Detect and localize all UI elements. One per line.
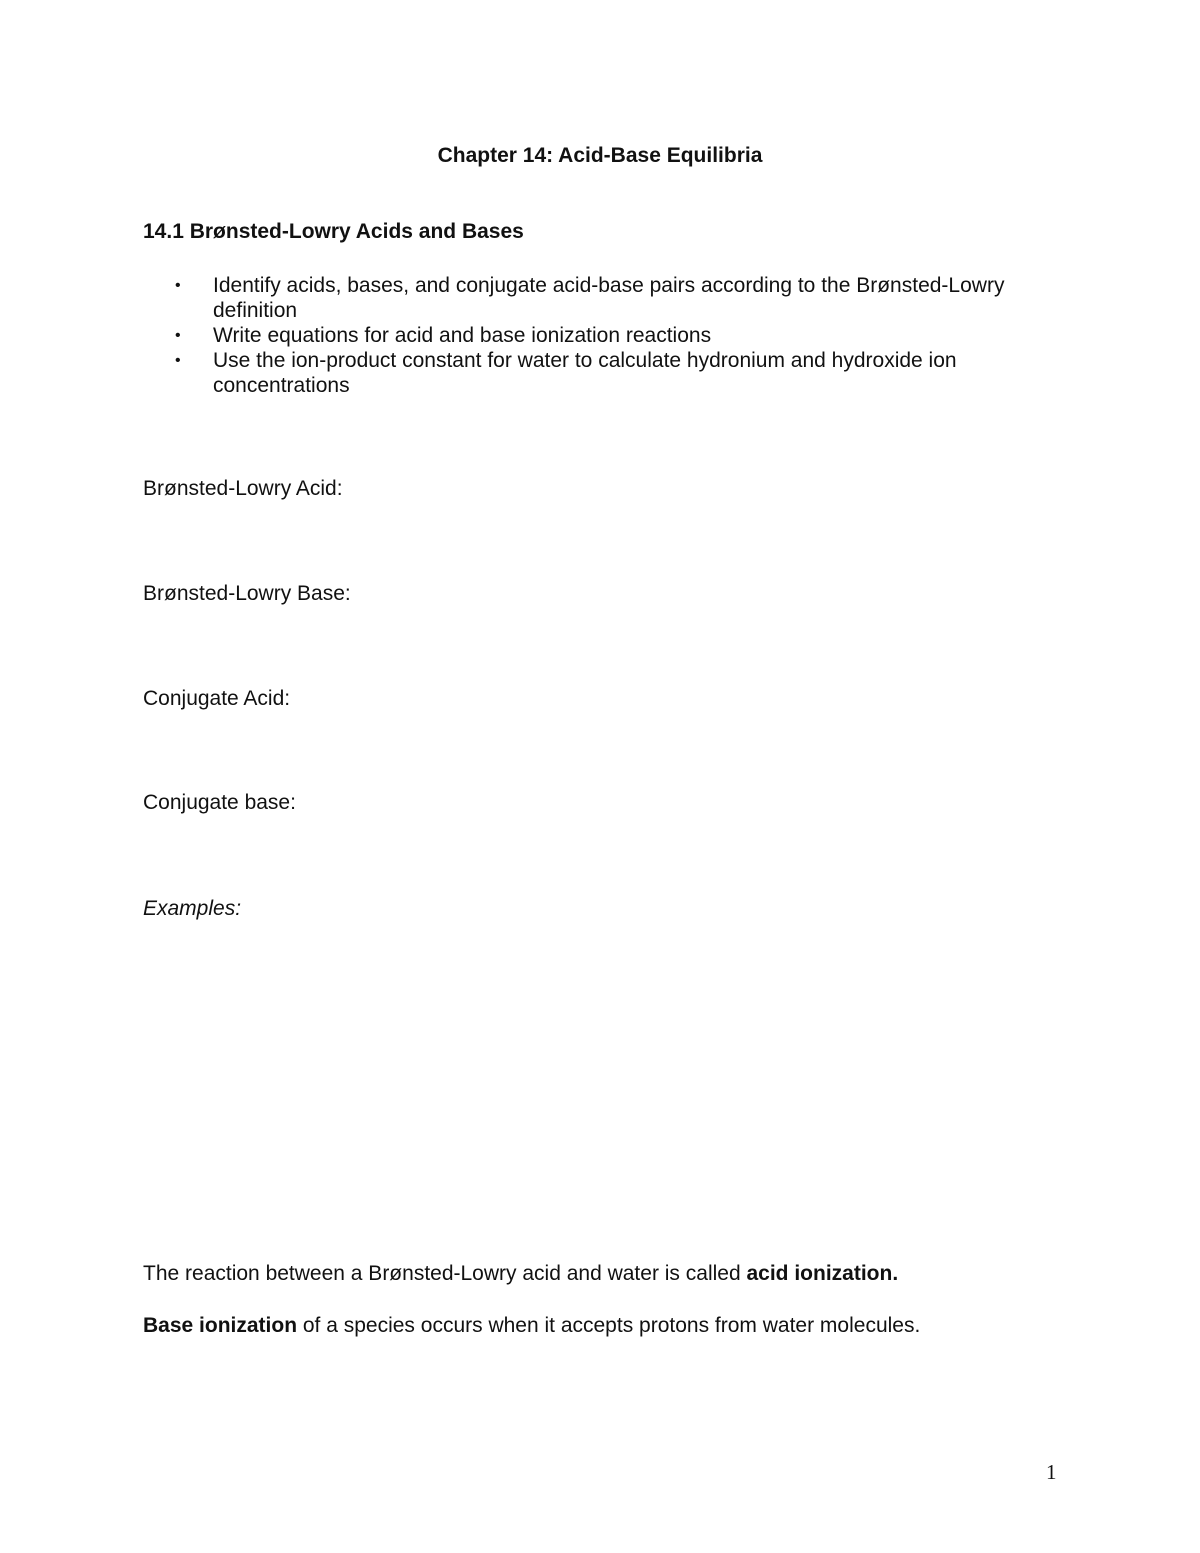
term-conjugate-acid: Conjugate Acid: bbox=[143, 687, 291, 710]
section-heading: 14.1 Brønsted-Lowry Acids and Bases bbox=[143, 220, 524, 243]
chapter-title: Chapter 14: Acid-Base Equilibria bbox=[437, 144, 763, 167]
term-bronsted-base: Brønsted-Lowry Base: bbox=[143, 582, 351, 605]
bullet-icon: • bbox=[175, 352, 181, 369]
objective-item bbox=[143, 273, 1043, 323]
objective-item bbox=[143, 348, 1043, 398]
page-number: 1 bbox=[1046, 1460, 1057, 1484]
base-ionization-term: Base ionization bbox=[143, 1314, 298, 1337]
bullet-icon: • bbox=[175, 277, 181, 294]
base-ionization-paragraph bbox=[143, 1314, 1093, 1338]
acid-ionization-paragraph bbox=[143, 1262, 1093, 1286]
base-ionization-rest: of a species occurs when it accepts protons from water molecules. bbox=[297, 1314, 921, 1337]
objective-text: Use the ion-product constant for water to calculate hydronium and hydroxide ion concentrations bbox=[213, 349, 957, 397]
acid-ionization-term: acid ionization. bbox=[746, 1262, 899, 1285]
objective-text: Write equations for acid and base ionization reactions bbox=[213, 324, 712, 347]
bullet-icon: • bbox=[175, 327, 181, 344]
learning-objectives-list bbox=[143, 273, 1043, 398]
objective-item bbox=[143, 323, 1043, 348]
term-bronsted-acid: Brønsted-Lowry Acid: bbox=[143, 477, 343, 500]
objective-text: Identify acids, bases, and conjugate acid-base pairs according to the Brønsted-Lowry definition bbox=[213, 274, 1005, 322]
acid-ionization-lead: The reaction between a Brønsted-Lowry acid and water is called bbox=[143, 1262, 747, 1285]
term-conjugate-base: Conjugate base: bbox=[143, 791, 296, 814]
examples-label: Examples: bbox=[143, 897, 242, 920]
